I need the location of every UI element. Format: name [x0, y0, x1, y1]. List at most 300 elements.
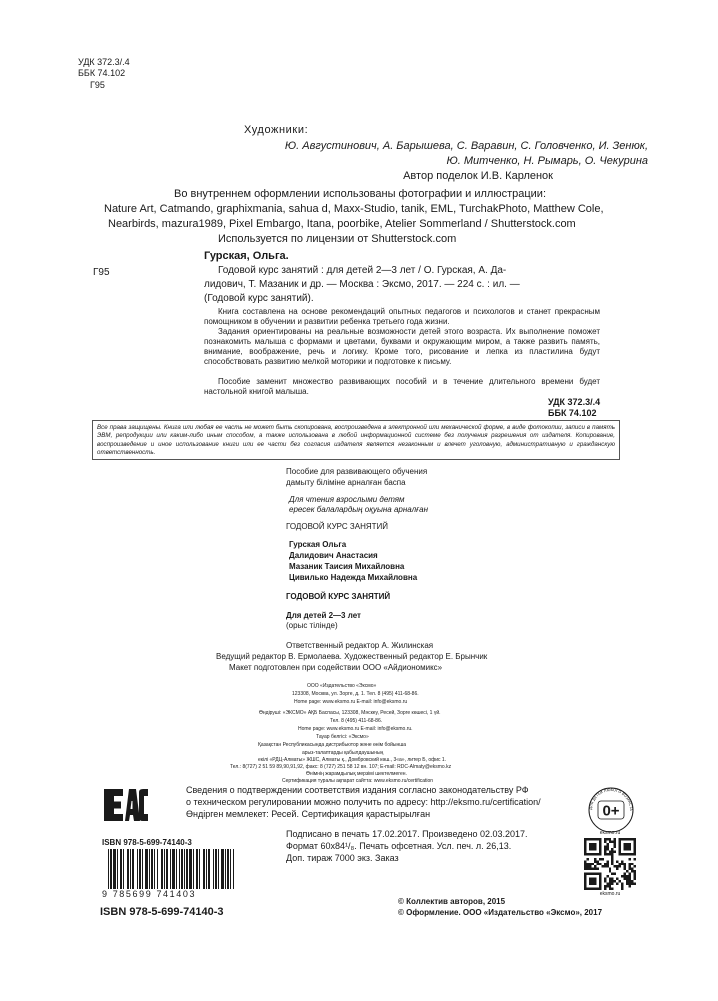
qr-module	[634, 875, 636, 877]
qr-module	[584, 850, 586, 852]
qr-module	[611, 878, 613, 880]
qr-module	[584, 885, 586, 887]
qr-module	[591, 843, 593, 845]
qr-module	[609, 850, 611, 852]
qr-module	[634, 843, 636, 845]
qr-module	[604, 853, 606, 855]
qr-module	[599, 863, 601, 865]
age-rating-icon	[588, 787, 634, 833]
qr-module	[594, 853, 596, 855]
barcode-bar	[149, 849, 150, 889]
qr-module	[604, 850, 606, 852]
barcode-bar	[176, 849, 177, 889]
author-3: Мазаник Таисия Михайловна	[289, 562, 405, 571]
barcode-bar	[154, 849, 155, 889]
qr-module	[619, 840, 621, 842]
qr-module	[629, 875, 631, 877]
barcode-bar	[123, 849, 124, 889]
qr-module	[599, 858, 601, 860]
qr-module	[624, 878, 626, 880]
imprint-subtitle: Для детей 2—3 лет	[286, 611, 361, 620]
qr-module	[614, 880, 616, 882]
qr-module	[634, 838, 636, 840]
qr-module	[596, 860, 598, 862]
qr-module	[626, 845, 628, 847]
qr-module	[584, 863, 586, 865]
qr-module	[611, 855, 613, 857]
qr-module	[606, 838, 608, 840]
barcode-bar	[157, 849, 158, 889]
qr-module	[594, 843, 596, 845]
qr-module	[591, 873, 593, 875]
qr-module	[589, 878, 591, 880]
copyright-2: © Оформление. ООО «Издательство «Эксмо», 2017	[398, 908, 603, 917]
qr-module	[626, 878, 628, 880]
qr-module	[629, 848, 631, 850]
barcode-bar	[184, 849, 185, 889]
qr-module	[599, 843, 601, 845]
qr-module	[611, 863, 613, 865]
genre-kz: дамыту біліміне арналған баспа	[286, 478, 406, 487]
qr-module	[596, 838, 598, 840]
qr-module	[594, 883, 596, 885]
layout-credit: Макет подготовлен при содействии ООО «Айдиономикс»	[229, 663, 443, 672]
qr-module	[611, 848, 613, 850]
qr-module	[609, 888, 611, 890]
qr-module	[629, 868, 631, 870]
qr-module	[586, 853, 588, 855]
qr-module	[586, 865, 588, 867]
barcode-bar	[186, 849, 188, 889]
qr-module	[629, 858, 631, 860]
qr-module	[606, 885, 608, 887]
barcode-bar	[189, 849, 192, 889]
qr-module	[584, 883, 586, 885]
barcode-bar	[196, 849, 198, 889]
qr-module	[626, 880, 628, 882]
qr-module	[611, 850, 613, 852]
qr-module	[586, 858, 588, 860]
qr-module	[621, 875, 623, 877]
publisher-line-5: Тел. 8 (495) 411-68-86.	[330, 718, 383, 724]
qr-module	[611, 853, 613, 855]
barcode-bar	[164, 849, 165, 889]
responsible-editor: Ответственный редактор А. Жилинская	[286, 641, 434, 650]
qr-module	[634, 858, 636, 860]
barcode-bar	[130, 849, 131, 889]
qr-module	[599, 880, 601, 882]
qr-module	[589, 843, 591, 845]
qr-module	[609, 838, 611, 840]
bib-code: Г95	[93, 267, 110, 278]
qr-module	[619, 848, 621, 850]
qr-module	[634, 845, 636, 847]
qr-module	[629, 865, 631, 867]
barcode-bar	[230, 849, 231, 889]
audience-kz: ересек балалардың оқуына арналған	[289, 505, 429, 514]
qr-caption-top: eksmo.ru	[599, 830, 621, 836]
qr-module	[599, 875, 601, 877]
qr-module	[634, 853, 636, 855]
isbn-top: ISBN 978-5-699-74140-3	[102, 838, 192, 847]
illustrators-heading: Художники:	[244, 124, 309, 136]
barcode-bar	[108, 849, 109, 889]
qr-module	[624, 843, 626, 845]
qr-module	[599, 845, 601, 847]
author-sign: Г95	[90, 80, 105, 90]
qr-module	[621, 853, 623, 855]
imprint-title: ГОДОВОЙ КУРС ЗАНЯТИЙ	[286, 592, 391, 601]
qr-module	[621, 888, 623, 890]
qr-module	[604, 848, 606, 850]
qr-module	[584, 853, 586, 855]
qr-module	[629, 863, 631, 865]
qr-module	[624, 875, 626, 877]
age-ring-text: ДЛЯ ДЕТЕЙ ЛЮБОГО ВОЗРАСТА	[588, 787, 634, 811]
print-info-2: Формат 60x84¹/₈. Печать офсетная. Усл. печ. л. 26,13.	[286, 841, 512, 851]
barcode-bar	[120, 849, 122, 889]
qr-module	[629, 883, 631, 885]
qr-module	[619, 838, 621, 840]
crafts-author: Автор поделок И.В. Карленок	[403, 170, 553, 182]
publisher-line-7: Тауар белгісі: «Эксмо»	[316, 734, 369, 740]
publisher-line-8: Қазақстан Республикасында дистрибьютор және өнім бойынша	[258, 742, 407, 748]
qr-module	[586, 888, 588, 890]
age-mark-text: 0+	[602, 802, 620, 820]
qr-module	[609, 880, 611, 882]
qr-module	[599, 848, 601, 850]
qr-module	[584, 838, 586, 840]
barcode-bar	[132, 849, 134, 889]
qr-module	[604, 888, 606, 890]
qr-module	[629, 843, 631, 845]
qr-module	[604, 885, 606, 887]
bib-annotation-1: Книга составлена на основе рекомендаций опытных педагогов и психологов и станет прекрасным помощником в обучении и развитии ребенка третьего года жизни.	[204, 307, 600, 326]
publisher-line-3: Home page: www.eksmo.ru E-mail: info@eksmo.ru	[294, 699, 408, 705]
qr-module	[604, 878, 606, 880]
barcode-bar	[161, 849, 163, 889]
barcode-bar	[227, 849, 229, 889]
qr-module	[626, 875, 628, 877]
qr-module	[604, 863, 606, 865]
bib-annotation-3: Пособие заменит множество развивающих пособий и в течение длительного времени будет настольной книгой малыша.	[204, 377, 600, 396]
bib-desc-2: лидович, Т. Мазаник и др. — Москва : Эксмо, 2017. — 224 с. : ил. —	[204, 279, 520, 290]
qr-module	[624, 865, 626, 867]
qr-module	[629, 838, 631, 840]
qr-module	[631, 883, 633, 885]
photos-license: Используется по лицензии от Shutterstock.com	[218, 233, 457, 245]
publisher-line-13: Сертификация туралы ақпарат сайтта: www.eksmo.ru/certification	[282, 778, 434, 784]
qr-module	[634, 865, 636, 867]
qr-module	[609, 883, 611, 885]
qr-module	[629, 880, 631, 882]
qr-module	[609, 878, 611, 880]
qr-module	[619, 843, 621, 845]
photos-line-2: Nearbirds, mazura1989, Pixel Embargo, Itana, poorbike, Atelier Sommerland / Shutterstock.com	[108, 218, 576, 230]
qr-module	[629, 873, 631, 875]
qr-module	[621, 885, 623, 887]
qr-module	[631, 870, 633, 872]
qr-module	[626, 883, 628, 885]
qr-module	[611, 860, 613, 862]
barcode-bar	[113, 849, 116, 889]
qr-module	[584, 868, 586, 870]
qr-module	[606, 860, 608, 862]
qr-module	[589, 863, 591, 865]
barcode-bar	[225, 849, 226, 889]
publisher-line-10: екілі «РДЦ-Алматы» ЖШС, Алматы қ., Домбровский көш., 3«а», литер Б, офис 1.	[258, 757, 447, 763]
qr-module	[589, 868, 591, 870]
qr-module	[614, 843, 616, 845]
qr-module	[614, 873, 616, 875]
qr-module	[604, 880, 606, 882]
qr-module	[599, 873, 601, 875]
isbn-bottom: ISBN 978-5-699-74140-3	[100, 906, 224, 918]
qr-module	[584, 848, 586, 850]
qr-module	[594, 880, 596, 882]
barcode-bar	[139, 849, 141, 889]
qr-module	[629, 878, 631, 880]
qr-module	[614, 845, 616, 847]
qr-module	[611, 873, 613, 875]
qr-module	[594, 860, 596, 862]
publisher-line-12: Өнімнің жарамдылық мерзімі шектелмеген.	[306, 771, 407, 777]
qr-module	[619, 880, 621, 882]
qr-module	[584, 845, 586, 847]
publisher-line-1: ООО «Издательство «Эксмо»	[307, 683, 377, 689]
eac-mark	[103, 788, 149, 822]
qr-module	[631, 880, 633, 882]
qr-module	[599, 853, 601, 855]
qr-module	[606, 875, 608, 877]
qr-caption-bottom: eksmo.ru	[599, 891, 621, 897]
author-2: Далидович Анастасия	[289, 551, 378, 560]
qr-module	[634, 873, 636, 875]
qr-module	[591, 878, 593, 880]
qr-module	[634, 870, 636, 872]
qr-module	[606, 865, 608, 867]
barcode-bar	[137, 849, 138, 889]
qr-module	[601, 858, 603, 860]
barcode-bar	[170, 849, 171, 889]
publisher-line-4: Өндіруші: «ЭКСМО» АҚБ Баспасы, 123308, Мәскеу, Ресей, Зорге көшесі, 1 үй.	[259, 710, 441, 716]
qr-module	[616, 868, 618, 870]
qr-module	[624, 853, 626, 855]
qr-module	[606, 843, 608, 845]
barcode-bar	[145, 849, 148, 889]
qr-module	[604, 838, 606, 840]
qr-module	[591, 863, 593, 865]
qr-module	[611, 840, 613, 842]
qr-module	[621, 883, 623, 885]
qr-module	[609, 853, 611, 855]
qr-module	[599, 883, 601, 885]
eac-logo-icon	[103, 788, 149, 822]
qr-module	[604, 840, 606, 842]
qr-module	[619, 853, 621, 855]
barcode-bar	[179, 849, 180, 889]
qr-module	[589, 880, 591, 882]
qr-module	[624, 868, 626, 870]
qr-module	[584, 860, 586, 862]
barcode-bar	[166, 849, 168, 889]
qr-module	[586, 838, 588, 840]
qr-module	[629, 845, 631, 847]
barcode-icon	[106, 849, 236, 889]
qr-module	[594, 878, 596, 880]
barcode-bar	[193, 849, 194, 889]
lead-editor: Ведущий редактор В. Ермолаева. Художественный редактор Е. Брынчик	[216, 652, 488, 661]
qr-module	[609, 840, 611, 842]
author-4: Цивилько Надежда Михайловна	[289, 573, 418, 582]
barcode-bar	[208, 849, 210, 889]
barcode-bar	[206, 849, 207, 889]
publisher-line-6: Home page: www.eksmo.ru E-mail: info@eksmo.ru.	[298, 726, 413, 732]
barcode-digits: 9 785699 741403	[102, 889, 197, 899]
barcode-bar	[203, 849, 205, 889]
bib-annotation-2: Задания ориентированы на реальные возможности детей этого возраста. Их выполнение поможет познакомить малыша с формами и цветами, буквами и окружающим миром, а также развить память, внимание, воображение, речь и логику. Кроме того, рисование и лепка из пластилина будут способствовать развитию мелкой моторики и подготовке к письму.	[204, 327, 600, 366]
qr-module	[596, 873, 598, 875]
qr-module	[624, 863, 626, 865]
barcode-bar	[172, 849, 175, 889]
barcode-bar	[151, 849, 153, 889]
qr-module	[584, 880, 586, 882]
author-1: Гурская Ольга	[289, 540, 347, 549]
qr-module	[634, 850, 636, 852]
qr-module	[591, 853, 593, 855]
qr-code-icon	[584, 838, 636, 890]
qr-module	[591, 848, 593, 850]
bbk-code: ББК 74.102	[78, 68, 126, 78]
qr-module	[616, 865, 618, 867]
photos-line-1: Nature Art, Catmando, graphixmania, sahua d, Maxx-Studio, tanik, EML, TurchakPhoto, Matthew Cole,	[104, 203, 604, 215]
qr-module	[586, 863, 588, 865]
illustrators-line-1: Ю. Августинович, А. Барышева, С. Варавин, С. Головченко, И. Зенюк,	[284, 140, 648, 152]
qr-module	[619, 863, 621, 865]
qr-module	[606, 853, 608, 855]
qr-module	[606, 863, 608, 865]
qr-module	[596, 888, 598, 890]
qr-module	[586, 868, 588, 870]
publisher-line-2: 123308, Москва, ул. Зорге, д. 1. Тел. 8 (495) 411-68-86.	[292, 691, 419, 697]
qr-module	[624, 873, 626, 875]
barcode-bar	[215, 849, 217, 889]
qr-module	[614, 838, 616, 840]
qr-module	[589, 838, 591, 840]
qr-module	[624, 845, 626, 847]
publisher-line-11: Тел.: 8(727) 2 51 59 89,90,91,92, факс: 8 (727) 251 58 12 вн. 107; E-mail: RDC-Almaty@eksmo.kz	[230, 764, 452, 770]
qr-module	[589, 873, 591, 875]
qr-module	[621, 860, 623, 862]
qr-module	[631, 863, 633, 865]
photos-heading: Во внутреннем оформлении использованы фотографии и иллюстрации:	[174, 188, 547, 200]
udk-code: УДК 372.3/.4	[78, 57, 130, 67]
bib-bbk: ББК 74.102	[548, 408, 597, 418]
qr-module	[584, 865, 586, 867]
illustrators-line-2: Ю. Митченко, Н. Рымарь, О. Чекурина	[446, 155, 648, 167]
qr-module	[584, 888, 586, 890]
barcode-bar	[218, 849, 219, 889]
qr-module	[616, 860, 618, 862]
qr-module	[601, 865, 603, 867]
qr-module	[606, 845, 608, 847]
bib-author-heading: Гурская, Ольга.	[204, 250, 289, 262]
qr-module	[609, 870, 611, 872]
print-info-3: Доп. тираж 7000 экз. Заказ	[286, 853, 399, 863]
qr-module	[589, 848, 591, 850]
barcode-bar	[127, 849, 129, 889]
qr-module	[599, 850, 601, 852]
qr-module	[594, 888, 596, 890]
barcode-bar	[110, 849, 112, 889]
qr-module	[599, 885, 601, 887]
qr-module	[591, 838, 593, 840]
qr-module	[614, 865, 616, 867]
qr-module	[596, 853, 598, 855]
qr-module	[619, 845, 621, 847]
publisher-line-9: арыз-талаптарды қабылдаушының	[302, 750, 384, 756]
qr-module	[589, 883, 591, 885]
qr-module	[629, 853, 631, 855]
qr-module	[586, 873, 588, 875]
series-title: ГОДОВОЙ КУРС ЗАНЯТИЙ	[286, 522, 389, 531]
qr-module	[591, 845, 593, 847]
qr-module	[614, 840, 616, 842]
qr-module	[626, 848, 628, 850]
qr-module	[634, 848, 636, 850]
qr-module	[599, 838, 601, 840]
qr-module	[604, 865, 606, 867]
qr-module	[621, 838, 623, 840]
barcode-bar	[142, 849, 143, 889]
print-info-1: Подписано в печать 17.02.2017. Произведено 02.03.2017.	[286, 829, 528, 839]
qr-module	[589, 865, 591, 867]
qr-module	[589, 845, 591, 847]
qr-module	[589, 853, 591, 855]
age-rating-mark	[588, 787, 634, 833]
barcode-bar	[221, 849, 224, 889]
rights-notice-box	[92, 420, 620, 460]
qr-module	[584, 875, 586, 877]
qr-module	[584, 873, 586, 875]
qr-module	[621, 863, 623, 865]
qr-module	[594, 838, 596, 840]
qr-module	[596, 863, 598, 865]
qr-module	[591, 868, 593, 870]
barcode-bar	[233, 849, 234, 889]
qr-module	[609, 885, 611, 887]
audience-ru: Для чтения взрослыми детям	[289, 495, 405, 504]
qr-module	[596, 868, 598, 870]
qr-module	[626, 838, 628, 840]
barcode-bar	[199, 849, 200, 889]
qr-module	[584, 878, 586, 880]
qr-module	[634, 878, 636, 880]
qr-module	[609, 868, 611, 870]
qr-module	[616, 878, 618, 880]
qr-module	[631, 838, 633, 840]
qr-module	[594, 868, 596, 870]
qr-module	[591, 880, 593, 882]
qr-module	[616, 883, 618, 885]
qr-module	[634, 883, 636, 885]
qr-code	[584, 830, 636, 897]
qr-module	[624, 838, 626, 840]
cert-line-2: о техническом регулировании можно получить по адресу: http://eksmo.ru/certification/	[186, 797, 541, 807]
barcode-bar	[213, 849, 214, 889]
cert-line-1: Сведения о подтверждении соответствия издания согласно законодательству РФ	[186, 785, 529, 795]
barcode-bar	[117, 849, 118, 889]
